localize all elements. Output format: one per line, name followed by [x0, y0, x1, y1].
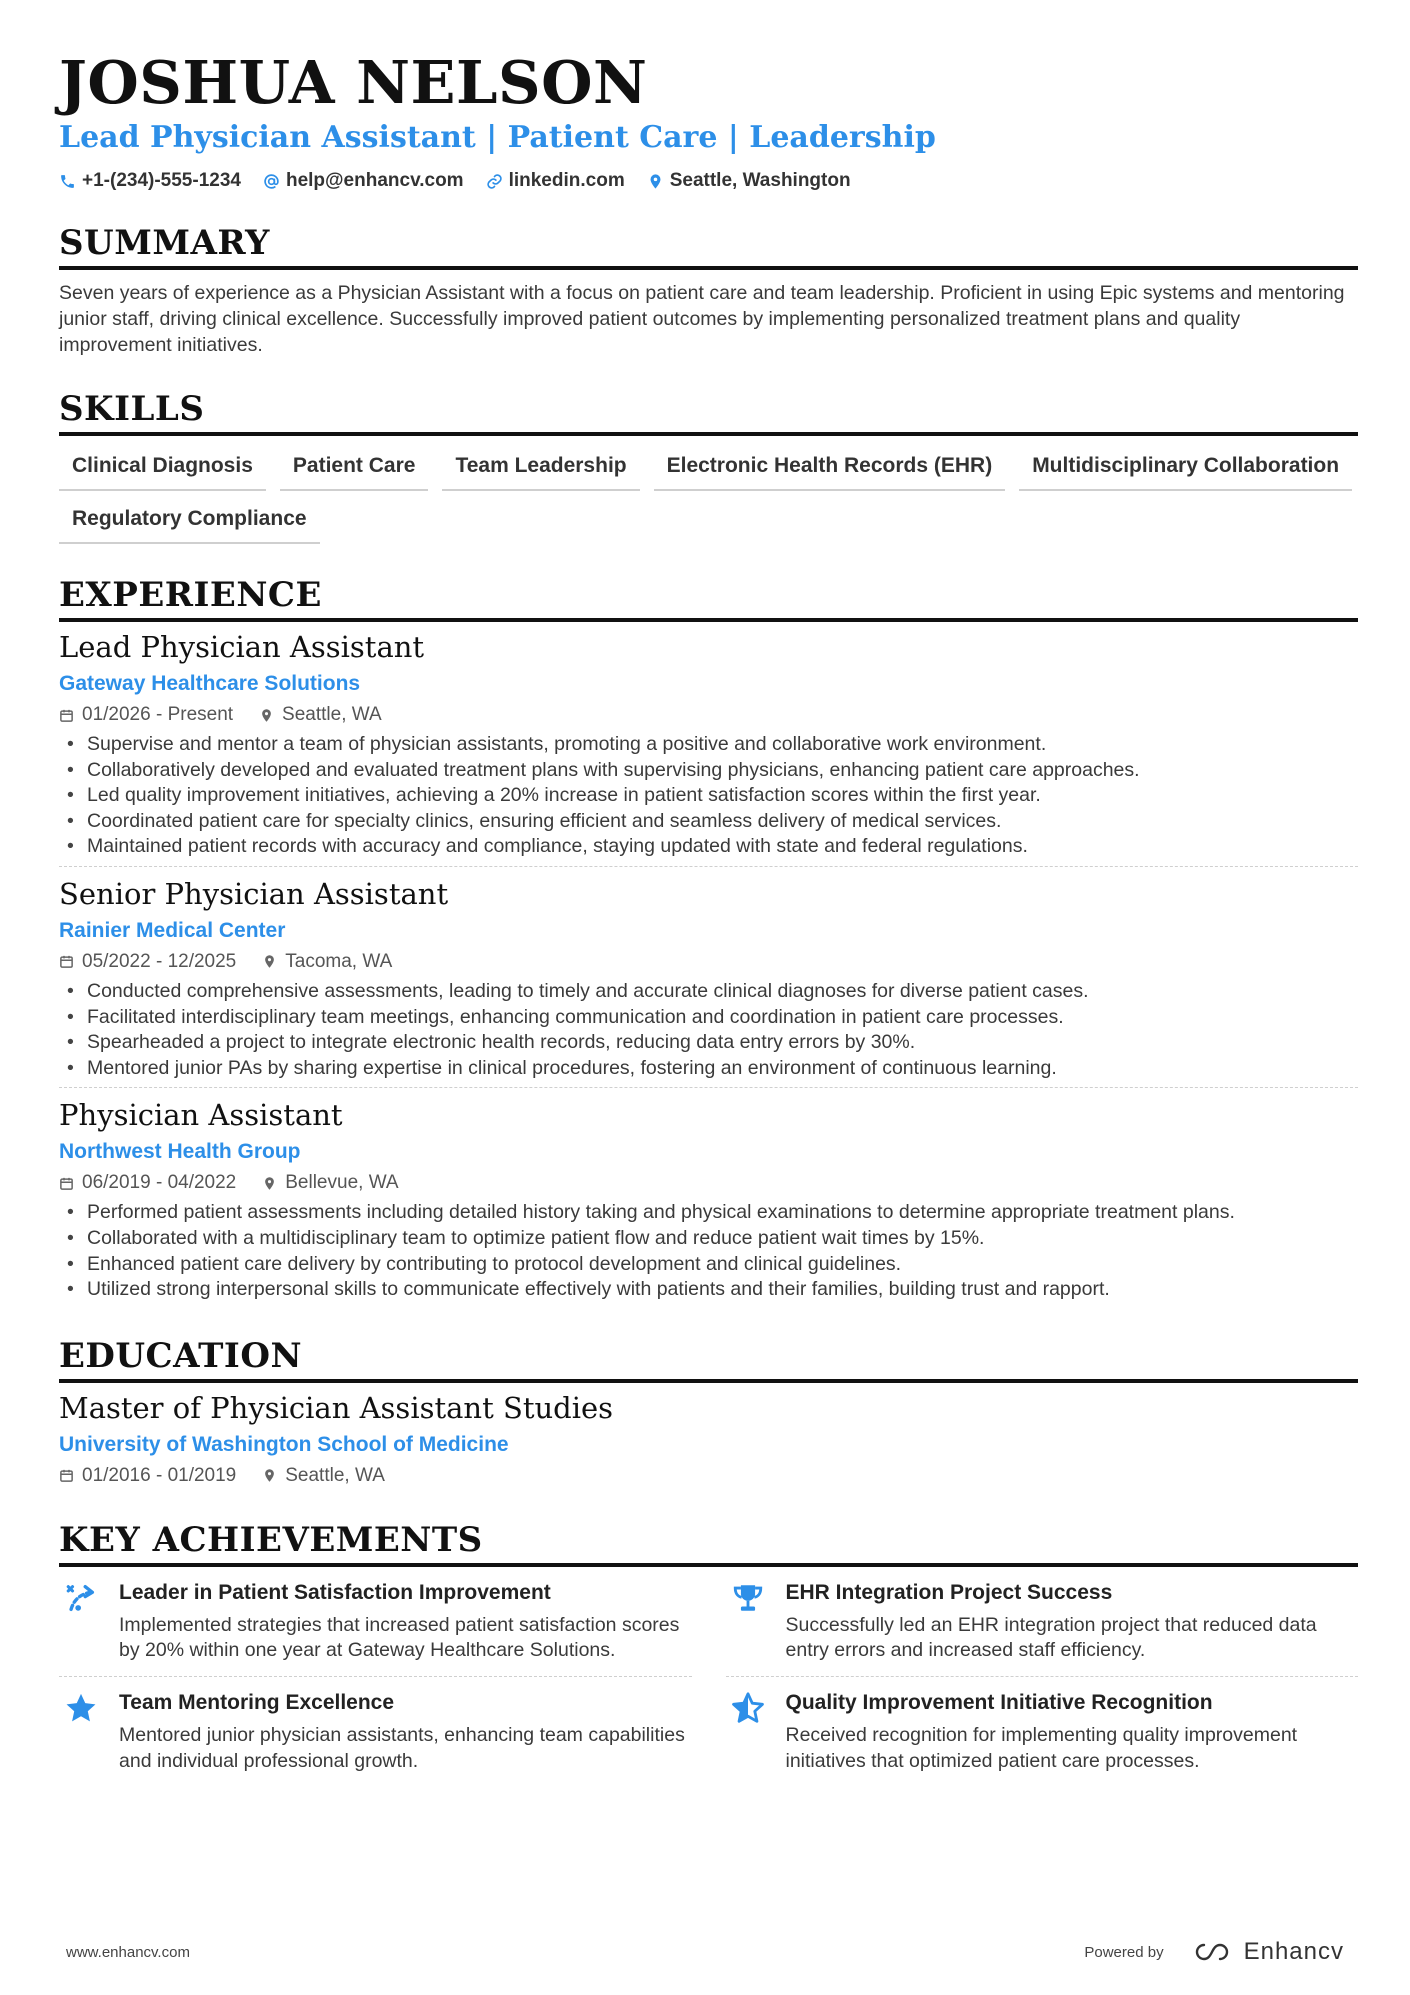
achievement-desc: Implemented strategies that increased patient satisfaction scores by 20% within one year at Gateway Healthcare Solutions.: [119, 1613, 680, 1662]
education-title: EDUCATION: [59, 1335, 1358, 1383]
contact-linkedin[interactable]: [486, 170, 625, 192]
location-text: Seattle, Washington: [669, 170, 851, 191]
achievements-grid: [59, 1579, 1358, 1798]
experience-section: [59, 574, 1358, 1309]
job-meta: [59, 949, 1358, 975]
job-entry: [59, 628, 1358, 867]
job-company: Rainier Medical Center: [59, 918, 286, 942]
summary-section: [59, 222, 1358, 358]
location-pin-icon: [259, 708, 274, 723]
skill-tag: Multidisciplinary Collaboration: [1019, 448, 1352, 491]
skills-list: [59, 448, 1358, 544]
achievement-item: [59, 1579, 692, 1677]
skill-tag: Clinical Diagnosis: [59, 448, 266, 491]
achievement-item: [726, 1579, 1359, 1677]
achievement-title: EHR Integration Project Success: [785, 1580, 1113, 1604]
footer-website[interactable]: www.enhancv.com: [66, 1943, 190, 1961]
achievements-section: [59, 1519, 1358, 1798]
job-title: Physician Assistant: [59, 1098, 343, 1133]
job-bullets: [59, 1200, 1358, 1302]
skill-tag: Electronic Health Records (EHR): [654, 448, 1006, 491]
resume-page: [59, 50, 1358, 1798]
skills-section: [59, 388, 1358, 544]
contact-email[interactable]: [263, 170, 464, 192]
powered-by: [1084, 1938, 1344, 1966]
skills-title: SKILLS: [59, 388, 1358, 436]
candidate-name: JOSHUA NELSON: [59, 48, 648, 117]
job-title: Senior Physician Assistant: [59, 876, 449, 911]
contact-phone[interactable]: [59, 170, 241, 192]
education-dates: 01/2016 - 01/2019: [82, 1464, 237, 1486]
experience-title: EXPERIENCE: [59, 574, 1358, 622]
achievements-title: KEY ACHIEVEMENTS: [59, 1519, 1358, 1567]
calendar-icon: [59, 1176, 74, 1191]
star-outline-icon: [731, 1691, 765, 1725]
job-bullets: [59, 979, 1358, 1081]
enhancv-logo-icon: [1190, 1941, 1234, 1963]
achievement-desc: Successfully led an EHR integration project that reduced data entry errors and increased staff efficiency.: [785, 1613, 1317, 1662]
powered-by-label: Powered by: [1084, 1943, 1164, 1961]
job-dates: 05/2022 - 12/2025: [82, 950, 237, 972]
location-pin-icon: [262, 1176, 277, 1191]
calendar-icon: [59, 1468, 74, 1483]
job-bullet: • Utilized strong interpersonal skills to communicate effectively with patients and their families, building trust and rapport.: [59, 1277, 1358, 1303]
job-bullet: • Spearheaded a project to integrate electronic health records, reducing data entry errors by 30%.: [59, 1030, 1358, 1056]
achievement-desc: Received recognition for implementing quality improvement initiatives that optimized patient care processes.: [785, 1723, 1298, 1772]
job-bullet: • Coordinated patient care for specialty clinics, ensuring efficient and seamless delivery of medical services.: [59, 809, 1358, 835]
star-icon: [64, 1691, 98, 1725]
school-name: University of Washington School of Medicine: [59, 1432, 509, 1456]
job-bullet: • Performed patient assessments including detailed history taking and physical examinations to determine appropriate treatment plans.: [59, 1200, 1358, 1226]
calendar-icon: [59, 708, 74, 723]
job-bullet: • Supervise and mentor a team of physician assistants, promoting a positive and collaborative work environment.: [59, 732, 1358, 758]
skill-tag: Patient Care: [280, 448, 429, 491]
location-pin-icon: [262, 954, 277, 969]
email-text: help@enhancv.com: [285, 170, 464, 191]
trophy-icon: [731, 1581, 765, 1615]
strategy-icon: [64, 1581, 98, 1615]
achievement-item: [59, 1689, 692, 1786]
job-bullet: • Conducted comprehensive assessments, leading to timely and accurate clinical diagnoses for diverse patient cases.: [59, 979, 1358, 1005]
job-bullet: • Facilitated interdisciplinary team meetings, enhancing communication and coordination in patient care processes.: [59, 1005, 1358, 1031]
job-company: Northwest Health Group: [59, 1140, 301, 1164]
job-meta: [59, 702, 1358, 728]
job-dates: 06/2019 - 04/2022: [82, 1172, 237, 1194]
enhancv-logo[interactable]: [1190, 1938, 1344, 1966]
achievement-title: Leader in Patient Satisfaction Improvement: [119, 1580, 551, 1604]
linkedin-text: linkedin.com: [508, 170, 625, 191]
job-bullet: • Maintained patient records with accuracy and compliance, staying updated with state and federal regulations.: [59, 834, 1358, 860]
job-bullets: [59, 732, 1358, 860]
phone-text: +1-(234)-555-1234: [82, 170, 241, 191]
job-bullet: • Led quality improvement initiatives, achieving a 20% increase in patient satisfaction scores within the first year.: [59, 783, 1358, 809]
job-bullet: • Collaboratively developed and evaluated treatment plans with supervising physicians, enhancing patient care approaches.: [59, 758, 1358, 784]
location-pin-icon: [262, 1468, 277, 1483]
job-location: Tacoma, WA: [285, 950, 393, 972]
candidate-headline: Lead Physician Assistant | Patient Care | Leadership: [59, 120, 936, 155]
phone-icon: [59, 173, 76, 190]
job-dates: 01/2026 - Present: [82, 704, 234, 725]
location-pin-icon: [647, 173, 664, 190]
education-location: Seattle, WA: [285, 1464, 385, 1486]
contact-bar: [59, 170, 1358, 192]
job-entry: [59, 875, 1358, 1088]
education-meta: [59, 1463, 1358, 1489]
job-title: Lead Physician Assistant: [59, 630, 425, 664]
degree-title: Master of Physician Assistant Studies: [59, 1390, 614, 1425]
skill-tag: Regulatory Compliance: [59, 501, 320, 544]
job-location: Bellevue, WA: [285, 1172, 399, 1194]
job-bullet: • Collaborated with a multidisciplinary team to optimize patient flow and reduce patient wait times by 15%.: [59, 1226, 1358, 1252]
job-company: Gateway Healthcare Solutions: [59, 672, 361, 695]
contact-location: [647, 170, 851, 192]
summary-title: SUMMARY: [59, 222, 1358, 270]
education-section: [59, 1335, 1358, 1489]
job-bullet: • Enhanced patient care delivery by contributing to protocol development and clinical guidelines.: [59, 1252, 1358, 1278]
achievement-title: Team Mentoring Excellence: [119, 1690, 395, 1714]
job-bullet: • Mentored junior PAs by sharing expertise in clinical procedures, fostering an environment of continuous learning.: [59, 1056, 1358, 1082]
link-icon: [486, 173, 503, 190]
at-icon: [263, 173, 280, 190]
job-entry: [59, 1096, 1358, 1308]
page-footer: [66, 1938, 1344, 1966]
job-meta: [59, 1170, 1358, 1196]
achievement-desc: Mentored junior physician assistants, enhancing team capabilities and individual professional growth.: [119, 1723, 685, 1772]
skill-tag: Team Leadership: [442, 448, 639, 491]
achievement-title: Quality Improvement Initiative Recognition: [785, 1690, 1213, 1714]
enhancv-brand: Enhancv: [1243, 1938, 1344, 1965]
calendar-icon: [59, 954, 74, 969]
achievement-item: [726, 1689, 1359, 1786]
job-location: Seattle, WA: [282, 704, 382, 725]
summary-text: Seven years of experience as a Physician Assistant with a focus on patient care and team leadership. Proficient in using Epic systems and mentoring junior staff, driving clinical excellence. Successfully improved patient outcomes by implementing personalized treatment plans and quality improvement initiatives.: [59, 282, 1345, 356]
